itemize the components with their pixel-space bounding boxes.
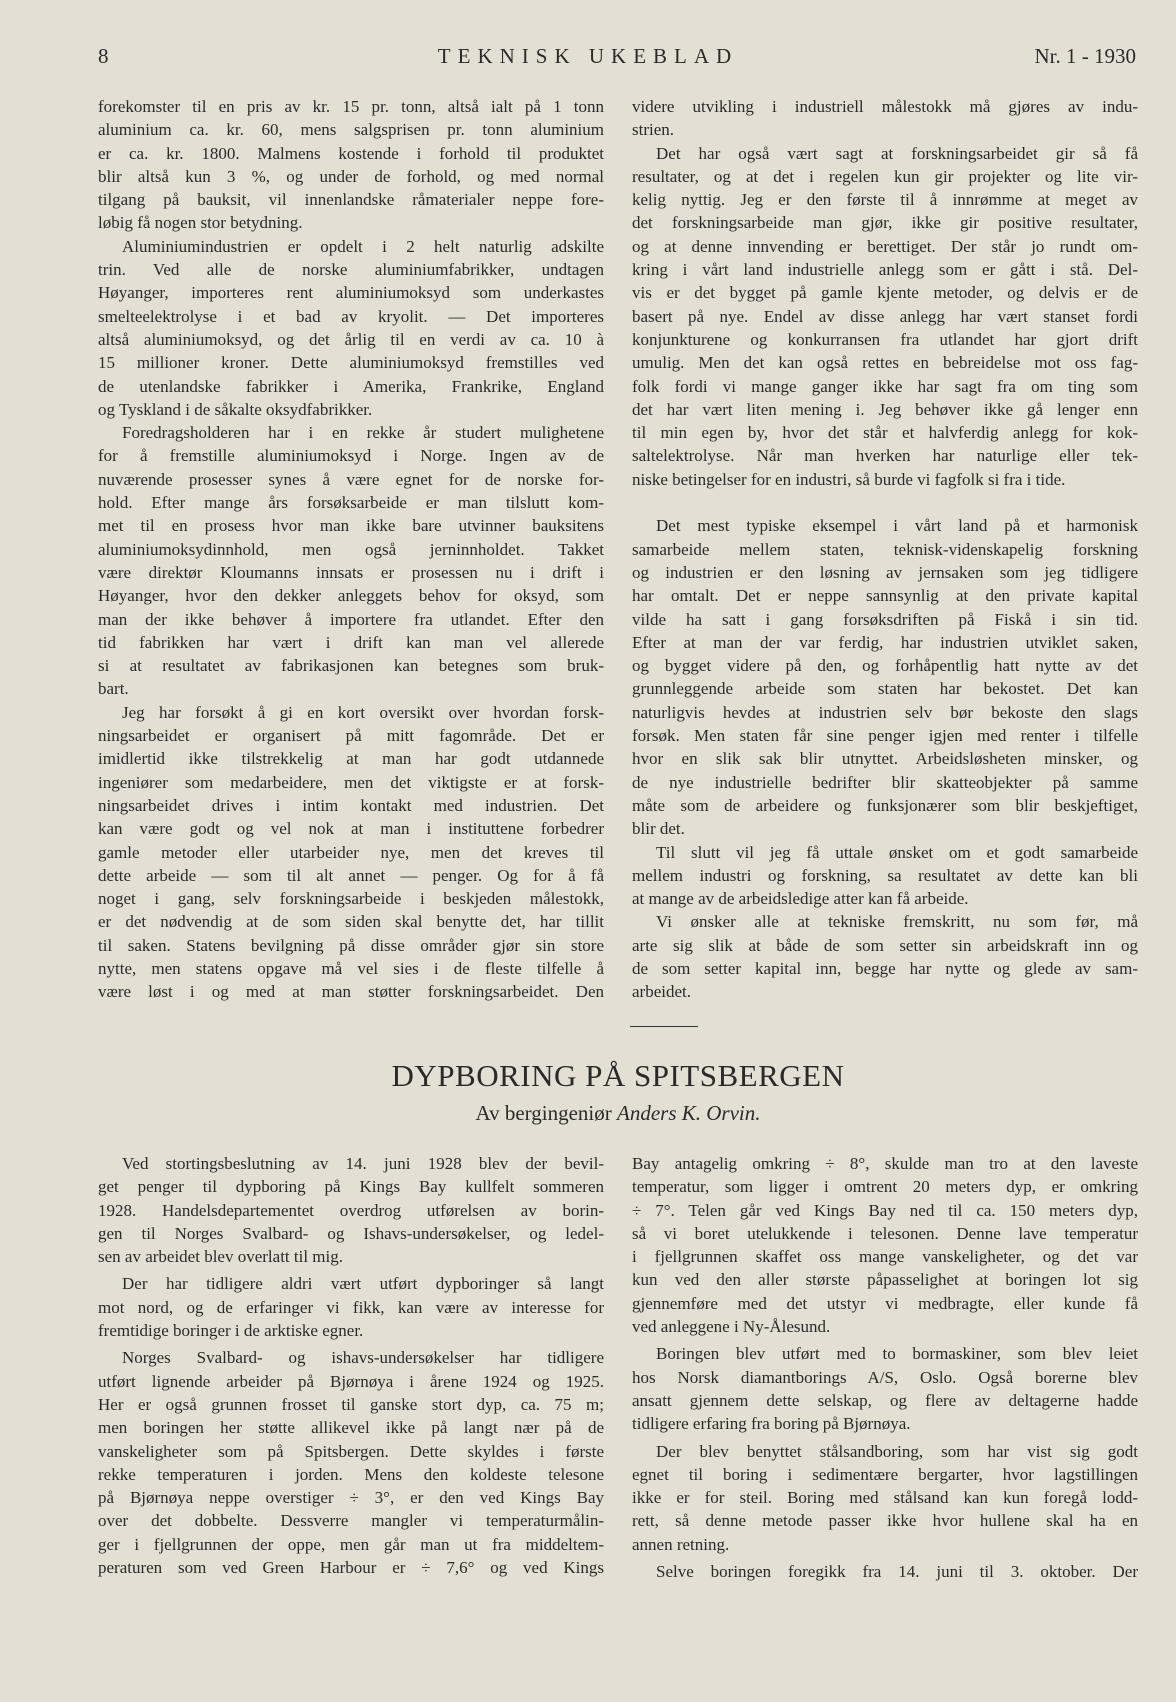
text-line: har omtalt. Det er neppe sannsynlig at den private kapital [632, 586, 1138, 606]
text-line: over det dobbelte. Dessverre mangler vi temperaturmålin- [98, 1511, 604, 1531]
text-line: og at denne innvending er berettiget. Der står jo rundt om- [632, 236, 1138, 256]
text-line: fremtidige boringer i de arktiske egner. [98, 1321, 364, 1341]
paragraph [98, 1152, 604, 1268]
text-line: kelig nyttig. Jeg er den første til å innrømme at meget av [632, 190, 1138, 210]
text-line: Aluminiumindustrien er opdelt i 2 helt naturlig adskilte [122, 236, 604, 256]
text-line: Efter at man der var ferdig, har industrien utviklet saken, [632, 632, 1138, 652]
text-line: ingeniører som medarbeidere, men det viktigste er at forsk- [98, 772, 604, 792]
text-line: tidligere erfaring fra boring på Bjørnøya. [632, 1414, 911, 1434]
section-divider [630, 1026, 698, 1027]
text-line: forsøk. Men staten får sine penger igjen med renter i tilfelle [632, 726, 1138, 746]
text-line: noget i gang, selv forskningsarbeide i beskjeden målestokk, [98, 889, 604, 909]
text-line: umulig. Men det kan også rettes en bebreidelse mot oss fag- [632, 353, 1138, 373]
journal-title: TEKNISK UKEBLAD [437, 44, 739, 68]
text-line: nuværende prosesser synes å være egnet for de norske for- [98, 469, 604, 489]
text-line: videre utvikling i industriell målestokk må gjøres av indu- [632, 97, 1138, 116]
text-line: vis er det bygget på gamle kjente metoder, og delvis er de [632, 283, 1138, 303]
text-line: Her er også grunnen frosset til ganske stort dyp, ca. 75 m; [98, 1394, 604, 1414]
text-line: nytte, men statens opgave må vel sies i de fleste tilfelle å [98, 958, 604, 978]
text-line: vanskeligheter som på Spitsbergen. Dette skyldes i første [98, 1441, 604, 1461]
bottom-left-column [98, 1152, 604, 1579]
text-line: være løst i og med at man støtter forskningsarbeidet. Den [98, 982, 604, 1002]
text-line: samarbeide mellem staten, teknisk-videnskapelig forskning [632, 539, 1138, 559]
text-line: det forskningsarbeide man gjør, ikke gir positive resultater, [632, 213, 1138, 233]
text-line: ved anleggene i Ny-Ålesund. [632, 1317, 831, 1337]
text-line: Det mest typiske eksempel i vårt land på et harmonisk [656, 516, 1138, 536]
text-line: ger i fjellgrunnen der oppe, men går man ut fra middeltem- [98, 1534, 604, 1554]
text-line: vilde ha satt i gang forsøksdriften på Fiskå i sin tid. [632, 609, 1138, 629]
text-line: strien. [632, 120, 675, 140]
text-line: rekke temperaturen i jorden. Mens den koldeste telesone [98, 1464, 604, 1484]
paragraph [632, 95, 1138, 142]
text-line: sen av arbeidet blev overlatt til mig. [98, 1247, 344, 1267]
text-line: hold. Efter mange års forsøksarbeide er man tilslutt kom- [98, 493, 604, 513]
paragraph [98, 95, 604, 235]
text-line: ningsarbeidet er organisert på mitt fagområde. Det er [98, 726, 604, 746]
paragraph [98, 235, 604, 421]
paragraph [632, 1560, 1138, 1583]
text-line: dette arbeide — som til alt annet — penger. Og for å få [98, 865, 604, 885]
text-line: Vi ønsker alle at tekniske fremskritt, nu som før, må [656, 912, 1138, 932]
text-line: er det nødvendig at de som siden skal benytte det, har tillit [98, 912, 604, 932]
paragraph [98, 701, 604, 1004]
paragraph [632, 142, 1138, 491]
text-line: gamle metoder eller utarbeider nye, men det kreves til [98, 842, 604, 862]
text-line: resultater, og at det i regelen kun gir projekter og lite vir- [632, 166, 1138, 186]
text-line: aluminiumoksydinnhold, men også jerninnholdet. Takket [98, 539, 604, 559]
text-line: de utenlandske fabrikker i Amerika, Frankrike, England [98, 376, 604, 396]
text-line: Ved stortingsbeslutning av 14. juni 1928 blev der bevil- [122, 1154, 604, 1173]
text-line: Høyanger, hvor den dekker anleggets behov for oksyd, som [98, 586, 604, 606]
text-line: så vi boret utelukkende i telesonen. Denne lave temperatur [632, 1223, 1138, 1243]
text-line: Foredragsholderen har i en rekke år studert mulighetene [122, 423, 604, 443]
text-line: ikke er for steil. Boring med stålsand kan kun foregå lodd- [632, 1488, 1138, 1508]
paragraph [98, 1346, 604, 1579]
text-line: er ca. kr. 1800. Malmens kostende i forhold til produktet [98, 143, 604, 163]
text-line: aluminium ca. kr. 60, mens salgsprisen pr. tonn aluminium [98, 120, 604, 140]
text-line: være direktør Kloumanns innsats er prosessen nu i drift i [98, 562, 604, 582]
text-line: Høyanger, importeres rent aluminiumoksyd som underkastes [98, 283, 604, 303]
text-line: smelteelektrolyse i et bad av kryolit. — Det importeres [98, 306, 604, 326]
text-line: for å fremstille aluminiumoksyd i Norge. Ingen av de [98, 446, 604, 466]
paragraph [632, 1342, 1138, 1435]
text-line: Til slutt vil jeg få uttale ønsket om et godt samarbeide [656, 842, 1138, 862]
text-line: mot nord, og de erfaringer vi fikk, kan være av interesse for [98, 1297, 604, 1317]
text-line: niske betingelser for en industri, så burde vi fagfolk si fra i tide. [632, 469, 1066, 489]
text-line: temperatur, som ligger i omtrent 20 meters dyp, er omkring [632, 1177, 1138, 1197]
text-line: på Bjørnøya neppe overstiger ÷ 3°, er den ved Kings Bay [98, 1488, 604, 1508]
article-byline [0, 1101, 1176, 1126]
top-right-column [632, 95, 1138, 1004]
text-line: Der har tidligere aldri vært utført dypboringer så langt [122, 1274, 604, 1294]
text-line: Det har også vært sagt at forskningsarbeidet gir så få [656, 143, 1138, 163]
text-line: saltelektrolyse. Når man hverken har naturlige eller tek- [632, 446, 1138, 466]
bottom-right-column [632, 1152, 1138, 1583]
text-line: get penger til dypboring på Kings Bay kullfelt sommeren [98, 1177, 604, 1197]
paragraph [632, 1440, 1138, 1556]
text-line: man der ikke behøver å importere fra utlandet. Efter den [98, 609, 604, 629]
text-line: hos Norsk diamantborings A/S, Oslo. Også borerne blev [632, 1367, 1138, 1387]
text-line: folk fordi vi mange ganger ikke har sagt fra om ting som [632, 376, 1138, 396]
paragraph [632, 910, 1138, 1003]
text-line: blir det. [632, 819, 685, 839]
page-number: 8 [98, 44, 109, 68]
text-line: altså aluminiumoksyd, og det årlig til en verdi av ca. 10 à [98, 329, 604, 349]
text-line: arte sig slik at både de som setter sin arbeidskraft inn og [632, 935, 1138, 955]
text-line: løbig få nogen stor betydning. [98, 213, 303, 233]
text-line: utført lignende arbeider på Bjørnøya i årene 1924 og 1925. [98, 1371, 604, 1391]
text-line: de nye industrielle bedrifter blir skatteobjekter på samme [632, 772, 1138, 792]
text-line: tid fabrikken har vært i drift kan man vel allerede [98, 632, 604, 652]
paragraph [98, 1272, 604, 1342]
text-line: rett, så denne metode passer ikke hvor hullene skal ha en [632, 1511, 1138, 1531]
text-line: Norges Svalbard- og ishavs-undersøkelser har tidligere [122, 1348, 604, 1368]
text-line: til saken. Statens bevilgning på disse områder gjør sin store [98, 935, 604, 955]
text-line: 1928. Handelsdepartementet overdrog utførelsen av borin- [98, 1200, 604, 1220]
text-line: bart. [98, 679, 129, 699]
text-line: gen til Norges Svalbard- og Ishavs-undersøkelser, og ledel- [98, 1223, 604, 1243]
text-line: gjennemføre med det utstyr vi medbragte, eller kunde få [632, 1293, 1138, 1313]
text-line: kring i vårt land industrielle anlegg som er gått i stå. Del- [632, 260, 1138, 280]
text-line: ÷ 7°. Telen går ved Kings Bay ned til ca. 150 meters dyp, [632, 1200, 1138, 1220]
text-line: grunnleggende arbeide som staten har bekostet. Det kan [632, 679, 1138, 699]
text-line: naturligvis hevdes at industrien selv bør bekoste den slags [632, 702, 1138, 722]
text-line: met til en prosess hvor man ikke bare utvinner bauksitens [98, 516, 604, 536]
text-line: egnet til boring i sedimentære bergarter, hvor lagstillingen [632, 1464, 1138, 1484]
paragraph [632, 841, 1138, 911]
text-line: hvor en slik sak blir utnyttet. Arbeidsløsheten minsker, og [632, 749, 1138, 769]
text-line: ningsarbeidet drives i intim kontakt med industrien. Det [98, 795, 604, 815]
text-line: tilgang på bauksit, vil innenlandske råmaterialer neppe fore- [98, 190, 604, 210]
text-line: annen retning. [632, 1534, 730, 1554]
text-line: Jeg har forsøkt å gi en kort oversikt over hvordan forsk- [122, 702, 604, 722]
text-line: mellem industri og forskning, sa resultatet av dette kan bli [632, 865, 1138, 885]
text-line: kan være godt og vel nok at man i instituttene forbedrer [98, 819, 604, 839]
text-line: i fjellgrunnen skaffet oss mange vanskeligheter, og det var [632, 1247, 1138, 1267]
text-line: Bay antagelig omkring ÷ 8°, skulde man tro at den laveste [632, 1154, 1138, 1173]
issue-number: Nr. 1 - 1930 [1034, 44, 1136, 68]
top-left-column [98, 95, 604, 1004]
text-line: konjunkturene og konkurransen fra utlandet har gjort drift [632, 329, 1138, 349]
text-line: men boringen her støtte allikevel ikke på langt nær på de [98, 1418, 604, 1438]
text-line: arbeidet. [632, 982, 691, 1002]
article-title: DYPBORING PÅ SPITSBERGEN [391, 1058, 845, 1093]
author-name: Anders K. Orvin. [617, 1101, 761, 1125]
paragraph [632, 514, 1138, 840]
text-line: peraturen som ved Green Harbour er ÷ 7,6° og ved Kings [98, 1558, 604, 1578]
text-line: og Tyskland i de såkalte oksydfabrikker. [98, 399, 373, 419]
paragraph [98, 421, 604, 701]
text-line: basert på nye. Endel av disse anlegg har vært stanset fordi [632, 306, 1138, 326]
text-line: forekomster til en pris av kr. 15 pr. tonn, altså ialt på 1 tonn [98, 97, 604, 116]
byline-prefix: Av bergingeniør [475, 1101, 612, 1125]
text-line: Boringen blev utført med to bormaskiner, som blev leiet [656, 1344, 1138, 1364]
text-line: trin. Ved alle de norske aluminiumfabrikker, undtagen [98, 260, 604, 280]
text-line: ansatt gjennem dette selskap, og flere av deltagerne hadde [632, 1390, 1138, 1410]
text-line: blir altså kun 3 %, og under de forhold, og med normal [98, 166, 604, 186]
text-line: de som setter kapital inn, begge har nytte og glede av sam- [632, 958, 1138, 978]
text-line: imidlertid ikke tilstrekkelig at man har godt utdannede [98, 749, 604, 769]
text-line: si at resultatet av fabrikasjonen kan betegnes som bruk- [98, 656, 604, 676]
text-line: det har vært liten mening i. Jeg behøver ikke gå lenger enn [632, 399, 1138, 419]
text-line: måte som de arbeidere og funksjonærer som blir beskjeftiget, [632, 795, 1138, 815]
text-line: og industrien er den løsning av jernsaken som jeg tidligere [632, 562, 1138, 582]
text-line: Selve boringen foregikk fra 14. juni til 3. oktober. Der [656, 1562, 1138, 1582]
paragraph [632, 1152, 1138, 1338]
text-line: og bygget videre på den, og forhåpentlig hatt nytte av det [632, 656, 1138, 676]
text-line: kun ved den aller største påpasselighet at boringen lot sig [632, 1270, 1138, 1290]
text-line: at mange av de arbeidsledige atter kan få arbeide. [632, 889, 969, 909]
text-line: til min egen by, hvor det står et halvferdig anlegg for kok- [632, 423, 1138, 443]
text-line: Der blev benyttet stålsandboring, som har vist sig godt [656, 1441, 1138, 1461]
text-line: 15 millioner kroner. Dette aluminiumoksyd fremstilles ved [98, 353, 604, 373]
